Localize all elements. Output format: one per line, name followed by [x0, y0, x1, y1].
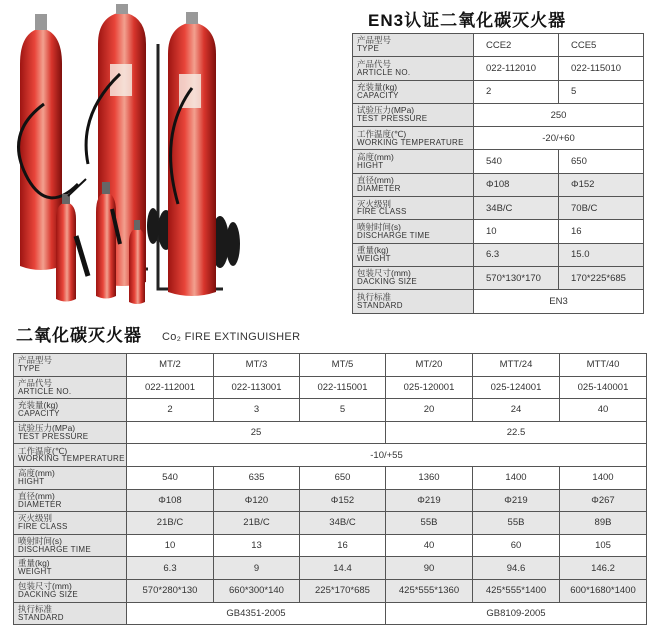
table-cell: GB4351-2005: [127, 602, 386, 625]
table-cell: 600*1680*1400: [560, 579, 647, 602]
row-label: 重量(kg) WEIGHT: [353, 243, 474, 266]
row-label: 直径(mm) DIAMETER: [14, 489, 127, 512]
table-cell: 022-115001: [300, 376, 386, 399]
table-cell: Φ267: [560, 489, 647, 512]
table-row: [14, 466, 647, 489]
table-row: [14, 376, 647, 399]
table-cell: 425*555*1360: [386, 579, 473, 602]
row-label: 产品型号 TYPE: [14, 354, 127, 377]
table-cell: 1400: [473, 466, 560, 489]
table-cell: 5: [559, 80, 644, 103]
co2-section-subtitle: Co₂ FIRE EXTINGUISHER: [162, 331, 301, 343]
table-row: [353, 34, 644, 57]
row-label: 包装尺寸(mm) DACKING SIZE: [353, 266, 474, 289]
table-cell: 15.0: [559, 243, 644, 266]
table-cell: 10: [474, 220, 559, 243]
table-row: [14, 489, 647, 512]
table-cell: MTT/24: [473, 354, 560, 377]
row-label: 充装量(kg) CAPACITY: [353, 80, 474, 103]
row-label: 试验压力(MPa) TEST PRESSURE: [353, 103, 474, 126]
table-row: [14, 579, 647, 602]
row-label: 包装尺寸(mm) DACKING SIZE: [14, 579, 127, 602]
table-cell: 2: [474, 80, 559, 103]
table-cell: 16: [300, 534, 386, 557]
table-cell: Φ219: [473, 489, 560, 512]
table-cell: 21B/C: [214, 512, 300, 535]
table-cell: MTT/40: [560, 354, 647, 377]
table-row: [14, 557, 647, 580]
table-cell: 650: [300, 466, 386, 489]
table-cell: 2: [127, 399, 214, 422]
table-cell: 13: [214, 534, 300, 557]
table-cell: 1400: [560, 466, 647, 489]
table-row: [14, 534, 647, 557]
row-label: 高度(mm) HIGHT: [14, 466, 127, 489]
table-cell: 025-120001: [386, 376, 473, 399]
table-cell: 89B: [560, 512, 647, 535]
large-cylinders: [20, 4, 216, 296]
table-cell: Φ152: [300, 489, 386, 512]
table-cell: 16: [559, 220, 644, 243]
table-cell: 55B: [473, 512, 560, 535]
table-cell: 21B/C: [127, 512, 214, 535]
table-cell: 250: [474, 103, 644, 126]
co2-spec-table: [13, 353, 647, 625]
table-cell: 20: [386, 399, 473, 422]
table-cell: 9: [214, 557, 300, 580]
table-cell: 34B/C: [300, 512, 386, 535]
table-cell: Φ108: [127, 489, 214, 512]
table-row: [353, 127, 644, 150]
table-cell: 540: [474, 150, 559, 173]
row-label: 工作温度(℃) WORKING TEMPERATURE: [14, 444, 127, 467]
table-cell: Φ219: [386, 489, 473, 512]
table-cell: 70B/C: [559, 197, 644, 220]
table-row: [353, 150, 644, 173]
table-cell: -20/+60: [474, 127, 644, 150]
table-row: [353, 220, 644, 243]
table-row: [353, 80, 644, 103]
table-cell: 540: [127, 466, 214, 489]
table-cell: 025-140001: [560, 376, 647, 399]
table-cell: MT/2: [127, 354, 214, 377]
table-cell: -10/+55: [127, 444, 647, 467]
table-cell: 6.3: [474, 243, 559, 266]
row-label: 试验压力(MPa) TEST PRESSURE: [14, 421, 127, 444]
table-cell: 5: [300, 399, 386, 422]
table-cell: EN3: [474, 290, 644, 313]
table-cell: 425*555*1400: [473, 579, 560, 602]
table-row: [353, 197, 644, 220]
row-label: 执行标准 STANDARD: [353, 290, 474, 313]
table-row: [353, 57, 644, 80]
row-label: 执行标准 STANDARD: [14, 602, 127, 625]
en3-spec-table: [352, 33, 644, 314]
table-cell: 55B: [386, 512, 473, 535]
co2-section-title: 二氧化碳灭火器: [16, 326, 142, 345]
table-row: [353, 290, 644, 313]
table-row: [14, 399, 647, 422]
table-cell: 24: [473, 399, 560, 422]
table-cell: GB8109-2005: [386, 602, 647, 625]
table-row: [14, 512, 647, 535]
table-cell: 022-115010: [559, 57, 644, 80]
table-cell: 022-112001: [127, 376, 214, 399]
extinguisher-product-photo: [8, 4, 258, 312]
table-cell: 105: [560, 534, 647, 557]
table-cell: CCE2: [474, 34, 559, 57]
table-cell: 022-112010: [474, 57, 559, 80]
table-row: [353, 243, 644, 266]
table-cell: MT/5: [300, 354, 386, 377]
row-label: 灭火级别 FIRE CLASS: [353, 197, 474, 220]
table-cell: 225*170*685: [300, 579, 386, 602]
table-cell: 94.6: [473, 557, 560, 580]
table-row: [14, 602, 647, 625]
table-row: [353, 266, 644, 289]
table-cell: Φ120: [214, 489, 300, 512]
table-cell: 025-124001: [473, 376, 560, 399]
table-cell: MT/3: [214, 354, 300, 377]
row-label: 直径(mm) DIAMETER: [353, 173, 474, 196]
table-cell: 25: [127, 421, 386, 444]
table-cell: 60: [473, 534, 560, 557]
table-cell: 1360: [386, 466, 473, 489]
table-cell: 635: [214, 466, 300, 489]
en3-section-title: EN3认证二氧化碳灭火器: [368, 11, 567, 30]
table-cell: MT/20: [386, 354, 473, 377]
table-cell: Φ152: [559, 173, 644, 196]
row-label: 产品型号 TYPE: [353, 34, 474, 57]
row-label: 灭火级别 FIRE CLASS: [14, 512, 127, 535]
row-label: 重量(kg) WEIGHT: [14, 557, 127, 580]
table-cell: 6.3: [127, 557, 214, 580]
row-label: 产品代号 ARTICLE NO.: [14, 376, 127, 399]
table-cell: 10: [127, 534, 214, 557]
table-row: [14, 444, 647, 467]
row-label: 充装量(kg) CAPACITY: [14, 399, 127, 422]
table-cell: 40: [560, 399, 647, 422]
table-cell: Φ108: [474, 173, 559, 196]
table-row: [14, 421, 647, 444]
table-cell: 022-113001: [214, 376, 300, 399]
table-row: [353, 173, 644, 196]
table-cell: 660*300*140: [214, 579, 300, 602]
table-cell: 170*225*685: [559, 266, 644, 289]
row-label: 喷射时间(s) DISCHARGE TIME: [353, 220, 474, 243]
table-cell: 570*130*170: [474, 266, 559, 289]
table-cell: 34B/C: [474, 197, 559, 220]
row-label: 工作温度(℃) WORKING TEMPERATURE: [353, 127, 474, 150]
table-cell: 146.2: [560, 557, 647, 580]
table-cell: 14.4: [300, 557, 386, 580]
table-cell: CCE5: [559, 34, 644, 57]
table-cell: 650: [559, 150, 644, 173]
table-cell: 90: [386, 557, 473, 580]
table-row: [353, 103, 644, 126]
table-cell: 22.5: [386, 421, 647, 444]
row-label: 高度(mm) HIGHT: [353, 150, 474, 173]
table-cell: 40: [386, 534, 473, 557]
row-label: 喷射时间(s) DISCHARGE TIME: [14, 534, 127, 557]
table-cell: 570*280*130: [127, 579, 214, 602]
row-label: 产品代号 ARTICLE NO.: [353, 57, 474, 80]
table-cell: 3: [214, 399, 300, 422]
table-row: [14, 354, 647, 377]
